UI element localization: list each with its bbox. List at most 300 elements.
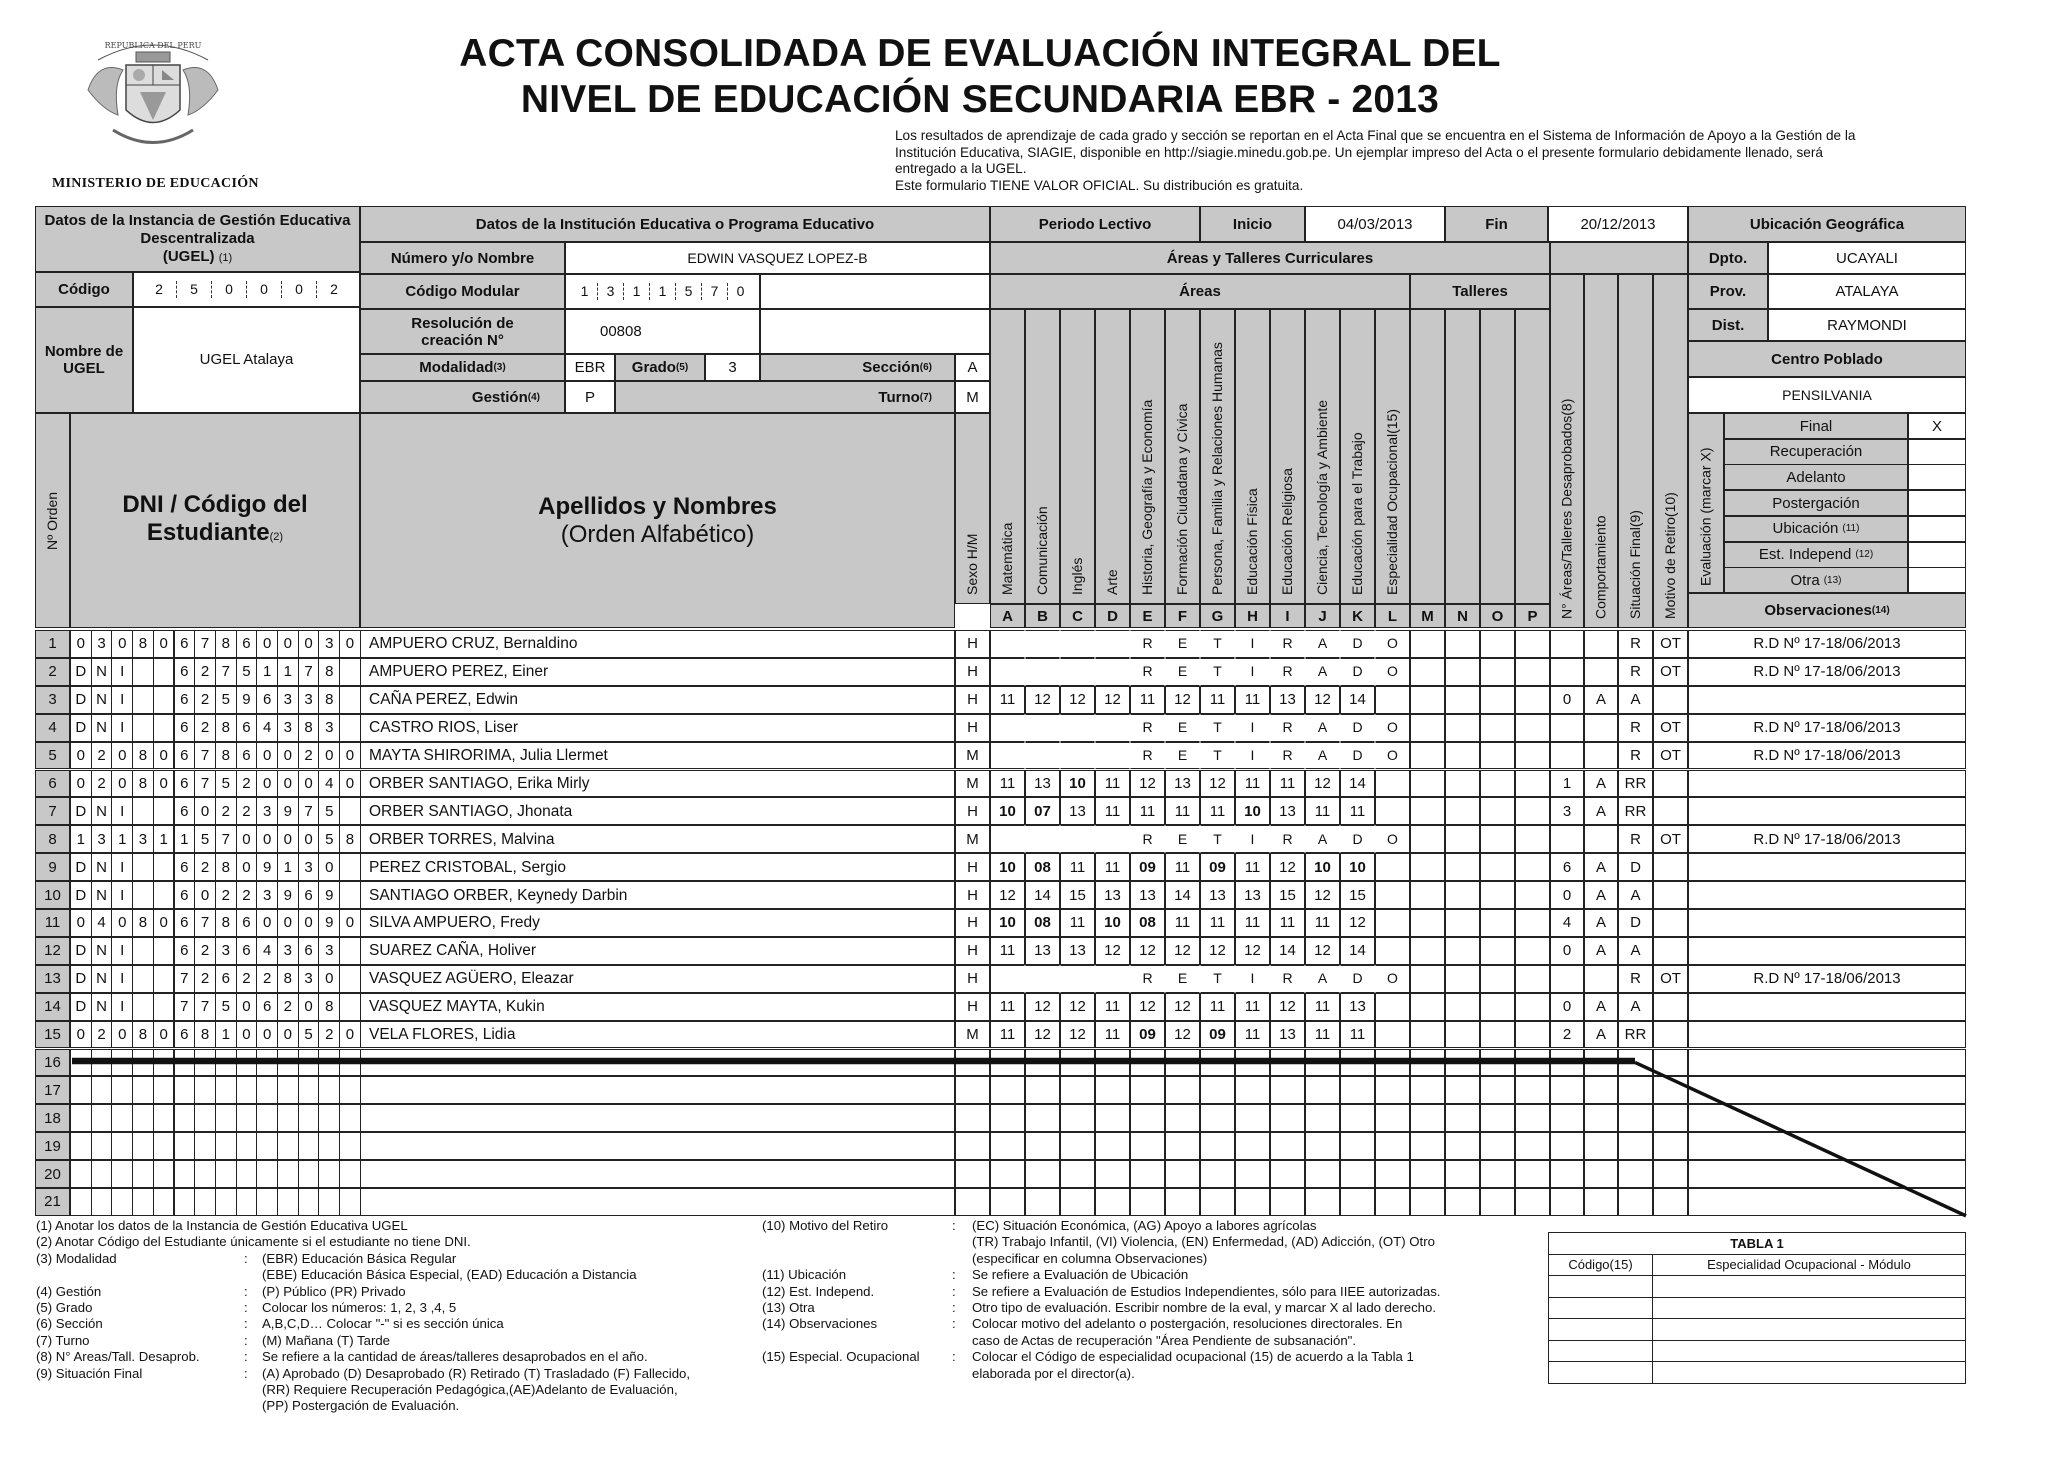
grade-cell[interactable]: E — [1165, 825, 1200, 853]
student-name[interactable]: AMPUERO PEREZ, Einer — [360, 658, 955, 686]
dni-digit[interactable]: 1 — [153, 825, 175, 853]
dni-digit[interactable] — [111, 1160, 133, 1188]
grade-cell[interactable] — [1060, 1104, 1095, 1132]
grade-cell[interactable] — [1445, 1188, 1480, 1216]
dni-digit[interactable]: D — [70, 965, 92, 993]
dni-digit[interactable]: 1 — [215, 1021, 237, 1049]
student-name[interactable] — [360, 1132, 955, 1160]
grade-cell[interactable]: R — [1270, 630, 1305, 658]
grade-cell[interactable] — [1515, 714, 1550, 742]
dni-digit[interactable] — [132, 965, 154, 993]
dni-digit[interactable]: I — [111, 965, 133, 993]
tabla1-cell[interactable] — [1653, 1297, 1966, 1319]
dni-digit[interactable]: 0 — [256, 1021, 278, 1049]
grade-cell[interactable] — [1410, 1188, 1445, 1216]
dni-digit[interactable]: 0 — [111, 630, 133, 658]
grade-cell[interactable] — [1445, 630, 1480, 658]
dni-digit[interactable]: 9 — [277, 881, 299, 909]
grade-cell[interactable]: 11 — [1165, 853, 1200, 881]
grade-cell[interactable] — [1095, 742, 1130, 770]
grade-cell[interactable]: 12 — [1305, 686, 1340, 714]
desaprobados-cell[interactable] — [1550, 1160, 1584, 1188]
grade-cell[interactable] — [1480, 658, 1515, 686]
student-sexo[interactable]: H — [955, 853, 990, 881]
observaciones-cell[interactable]: R.D Nº 17-18/06/2013 — [1688, 630, 1966, 658]
dni-digit[interactable] — [153, 658, 175, 686]
grade-cell[interactable] — [1480, 881, 1515, 909]
grade-cell[interactable]: 07 — [1025, 797, 1060, 825]
desaprobados-cell[interactable] — [1550, 658, 1584, 686]
grade-cell[interactable]: 09 — [1130, 853, 1165, 881]
dni-digit[interactable] — [339, 1132, 361, 1160]
grade-cell[interactable] — [1445, 909, 1480, 937]
grade-cell[interactable] — [1060, 742, 1095, 770]
dni-digit[interactable]: 2 — [318, 1021, 340, 1049]
grade-cell[interactable] — [1480, 1049, 1515, 1077]
dni-digit[interactable] — [339, 797, 361, 825]
motivo-cell[interactable]: OT — [1653, 965, 1688, 993]
motivo-cell[interactable]: OT — [1653, 714, 1688, 742]
grade-cell[interactable] — [1060, 965, 1095, 993]
dni-digit[interactable]: 8 — [215, 630, 237, 658]
grade-cell[interactable] — [1095, 965, 1130, 993]
dni-digit[interactable]: 2 — [236, 770, 258, 798]
grade-cell[interactable] — [1410, 1132, 1445, 1160]
motivo-cell[interactable] — [1653, 686, 1688, 714]
dni-digit[interactable] — [298, 1160, 320, 1188]
grade-cell[interactable] — [1375, 1021, 1410, 1049]
dni-digit[interactable] — [339, 965, 361, 993]
grade-cell[interactable]: T — [1200, 825, 1235, 853]
student-name[interactable]: VASQUEZ AGÜERO, Eleazar — [360, 965, 955, 993]
dni-digit[interactable]: N — [91, 965, 113, 993]
dni-digit[interactable]: 2 — [298, 742, 320, 770]
observaciones-cell[interactable] — [1688, 853, 1966, 881]
grade-cell[interactable]: 13 — [1340, 993, 1375, 1021]
dni-digit[interactable]: 6 — [174, 742, 196, 770]
dni-digit[interactable] — [132, 881, 154, 909]
grade-cell[interactable] — [1410, 714, 1445, 742]
grade-cell[interactable]: 13 — [1130, 881, 1165, 909]
dni-digit[interactable]: 6 — [174, 770, 196, 798]
grade-cell[interactable]: 12 — [1340, 909, 1375, 937]
grade-cell[interactable] — [1445, 853, 1480, 881]
motivo-cell[interactable] — [1653, 1132, 1688, 1160]
grade-cell[interactable] — [1095, 1049, 1130, 1077]
dni-digit[interactable] — [91, 1188, 113, 1216]
dni-digit[interactable]: 6 — [236, 937, 258, 965]
centro-poblado-value[interactable]: PENSILVANIA — [1688, 377, 1966, 413]
dni-digit[interactable]: 8 — [318, 658, 340, 686]
grade-cell[interactable] — [1480, 630, 1515, 658]
grade-cell[interactable]: 11 — [1095, 797, 1130, 825]
grade-cell[interactable]: 12 — [1200, 770, 1235, 798]
grade-cell[interactable] — [1235, 1160, 1270, 1188]
situacion-cell[interactable]: A — [1618, 937, 1653, 965]
grade-cell[interactable]: 11 — [1235, 686, 1270, 714]
dni-digit[interactable]: 5 — [215, 993, 237, 1021]
grade-cell[interactable] — [1445, 1049, 1480, 1077]
dni-digit[interactable]: 7 — [298, 797, 320, 825]
dni-digit[interactable]: 3 — [256, 797, 278, 825]
dni-digit[interactable] — [236, 1076, 258, 1104]
grade-cell[interactable] — [1340, 1076, 1375, 1104]
grade-cell[interactable]: 11 — [1340, 797, 1375, 825]
grade-cell[interactable] — [990, 630, 1025, 658]
dni-digit[interactable] — [194, 1076, 216, 1104]
dni-digit[interactable]: 8 — [132, 909, 154, 937]
dni-digit[interactable]: I — [111, 881, 133, 909]
dni-digit[interactable]: 8 — [194, 1021, 216, 1049]
dni-digit[interactable]: 6 — [174, 909, 196, 937]
observaciones-cell[interactable]: R.D Nº 17-18/06/2013 — [1688, 965, 1966, 993]
student-name[interactable] — [360, 1104, 955, 1132]
student-name[interactable] — [360, 1076, 955, 1104]
grade-cell[interactable] — [1060, 1076, 1095, 1104]
grade-cell[interactable] — [1270, 1076, 1305, 1104]
grade-cell[interactable] — [1445, 686, 1480, 714]
dni-digit[interactable] — [132, 1160, 154, 1188]
dni-digit[interactable]: 0 — [298, 909, 320, 937]
grade-cell[interactable]: I — [1235, 825, 1270, 853]
grade-cell[interactable] — [1165, 1104, 1200, 1132]
eval-option-mark[interactable] — [1908, 567, 1966, 593]
dni-digit[interactable]: 3 — [318, 714, 340, 742]
grade-cell[interactable]: 11 — [1200, 909, 1235, 937]
grade-cell[interactable] — [1025, 742, 1060, 770]
grado-value[interactable]: 3 — [705, 354, 760, 381]
grade-cell[interactable]: 11 — [1165, 797, 1200, 825]
grade-cell[interactable]: 12 — [1165, 937, 1200, 965]
grade-cell[interactable]: 12 — [1305, 881, 1340, 909]
grade-cell[interactable]: 15 — [1340, 881, 1375, 909]
dni-digit[interactable] — [215, 1188, 237, 1216]
dni-digit[interactable] — [174, 1104, 196, 1132]
grade-cell[interactable]: T — [1200, 965, 1235, 993]
grade-cell[interactable] — [1515, 770, 1550, 798]
dni-digit[interactable]: 2 — [277, 993, 299, 1021]
grade-cell[interactable]: R — [1130, 825, 1165, 853]
grade-cell[interactable] — [1130, 1104, 1165, 1132]
grade-cell[interactable] — [1060, 630, 1095, 658]
student-name[interactable]: SILVA AMPUERO, Fredy — [360, 909, 955, 937]
grade-cell[interactable] — [1200, 1076, 1235, 1104]
grade-cell[interactable] — [1060, 1188, 1095, 1216]
dni-digit[interactable] — [194, 1188, 216, 1216]
grade-cell[interactable]: 11 — [1235, 1021, 1270, 1049]
student-sexo[interactable] — [955, 1132, 990, 1160]
grade-cell[interactable]: 11 — [1095, 853, 1130, 881]
grade-cell[interactable]: O — [1375, 965, 1410, 993]
grade-cell[interactable] — [1515, 937, 1550, 965]
dni-digit[interactable]: 6 — [174, 797, 196, 825]
grade-cell[interactable]: 11 — [1200, 686, 1235, 714]
tabla1-cell[interactable] — [1549, 1362, 1653, 1384]
dni-digit[interactable]: 9 — [256, 853, 278, 881]
grade-cell[interactable]: 13 — [1270, 797, 1305, 825]
dni-digit[interactable]: I — [111, 853, 133, 881]
dni-digit[interactable]: 1 — [277, 658, 299, 686]
grade-cell[interactable]: A — [1305, 825, 1340, 853]
grade-cell[interactable] — [1235, 1104, 1270, 1132]
grade-cell[interactable]: 15 — [1270, 881, 1305, 909]
grade-cell[interactable]: 13 — [1270, 1021, 1305, 1049]
grade-cell[interactable] — [1515, 1021, 1550, 1049]
grade-cell[interactable] — [1410, 686, 1445, 714]
grade-cell[interactable] — [1025, 965, 1060, 993]
dni-digit[interactable] — [256, 1049, 278, 1077]
comportamiento-cell[interactable] — [1584, 630, 1618, 658]
dni-digit[interactable]: 6 — [236, 742, 258, 770]
grade-cell[interactable]: 10 — [1060, 770, 1095, 798]
dni-digit[interactable]: 0 — [298, 825, 320, 853]
dni-digit[interactable]: 6 — [298, 937, 320, 965]
dni-digit[interactable] — [318, 1049, 340, 1077]
dni-digit[interactable] — [153, 881, 175, 909]
grade-cell[interactable]: 11 — [1235, 770, 1270, 798]
student-sexo[interactable]: H — [955, 630, 990, 658]
student-name[interactable]: SUAREZ CAÑA, Holiver — [360, 937, 955, 965]
grade-cell[interactable]: 10 — [990, 909, 1025, 937]
grade-cell[interactable] — [1235, 1049, 1270, 1077]
grade-cell[interactable] — [1095, 1076, 1130, 1104]
grade-cell[interactable] — [1515, 881, 1550, 909]
grade-cell[interactable] — [1305, 1188, 1340, 1216]
dni-digit[interactable]: I — [111, 993, 133, 1021]
dni-digit[interactable]: 2 — [91, 1021, 113, 1049]
grade-cell[interactable] — [1480, 965, 1515, 993]
grade-cell[interactable]: 12 — [1270, 853, 1305, 881]
grade-cell[interactable] — [1410, 965, 1445, 993]
motivo-cell[interactable] — [1653, 1076, 1688, 1104]
motivo-cell[interactable]: OT — [1653, 742, 1688, 770]
grade-cell[interactable]: O — [1375, 714, 1410, 742]
grade-cell[interactable] — [1025, 1076, 1060, 1104]
dni-digit[interactable]: N — [91, 881, 113, 909]
dni-digit[interactable] — [174, 1188, 196, 1216]
grade-cell[interactable] — [1200, 1049, 1235, 1077]
situacion-cell[interactable]: R — [1618, 714, 1653, 742]
grade-cell[interactable]: 12 — [1130, 993, 1165, 1021]
grade-cell[interactable] — [1410, 909, 1445, 937]
situacion-cell[interactable] — [1618, 1160, 1653, 1188]
dni-digit[interactable]: N — [91, 853, 113, 881]
grade-cell[interactable]: A — [1305, 965, 1340, 993]
grade-cell[interactable] — [1480, 714, 1515, 742]
dni-digit[interactable]: 3 — [91, 825, 113, 853]
grade-cell[interactable]: E — [1165, 742, 1200, 770]
dni-digit[interactable] — [132, 686, 154, 714]
dni-digit[interactable] — [215, 1160, 237, 1188]
grade-cell[interactable] — [1410, 658, 1445, 686]
grade-cell[interactable]: 11 — [990, 993, 1025, 1021]
dni-digit[interactable] — [339, 686, 361, 714]
grade-cell[interactable]: 09 — [1200, 853, 1235, 881]
observaciones-cell[interactable] — [1688, 797, 1966, 825]
dni-digit[interactable] — [91, 1076, 113, 1104]
dni-digit[interactable]: 0 — [111, 1021, 133, 1049]
observaciones-cell[interactable] — [1688, 937, 1966, 965]
modalidad-value[interactable]: EBR — [565, 354, 615, 381]
grade-cell[interactable] — [990, 825, 1025, 853]
grade-cell[interactable] — [1410, 937, 1445, 965]
motivo-cell[interactable]: OT — [1653, 658, 1688, 686]
dni-digit[interactable]: 0 — [153, 630, 175, 658]
dni-digit[interactable] — [215, 1132, 237, 1160]
grade-cell[interactable]: 12 — [990, 881, 1025, 909]
dni-digit[interactable] — [111, 1104, 133, 1132]
dni-digit[interactable]: 2 — [236, 965, 258, 993]
student-sexo[interactable]: M — [955, 770, 990, 798]
dni-digit[interactable]: 6 — [215, 965, 237, 993]
grade-cell[interactable]: 14 — [1340, 686, 1375, 714]
dni-digit[interactable]: 7 — [194, 770, 216, 798]
dni-digit[interactable]: 0 — [256, 909, 278, 937]
dni-digit[interactable] — [174, 1076, 196, 1104]
situacion-cell[interactable] — [1618, 1076, 1653, 1104]
grade-cell[interactable] — [1410, 1160, 1445, 1188]
comportamiento-cell[interactable] — [1584, 825, 1618, 853]
dni-digit[interactable]: 0 — [194, 881, 216, 909]
dni-digit[interactable]: 0 — [277, 770, 299, 798]
dni-digit[interactable] — [298, 1188, 320, 1216]
grade-cell[interactable]: 08 — [1130, 909, 1165, 937]
observaciones-cell[interactable] — [1688, 881, 1966, 909]
grade-cell[interactable] — [1270, 1160, 1305, 1188]
grade-cell[interactable]: T — [1200, 630, 1235, 658]
dni-digit[interactable] — [298, 1104, 320, 1132]
motivo-cell[interactable] — [1653, 1049, 1688, 1077]
dni-digit[interactable]: 1 — [256, 658, 278, 686]
prov-value[interactable]: ATALAYA — [1768, 274, 1966, 309]
dni-digit[interactable]: 7 — [174, 965, 196, 993]
grade-cell[interactable]: 11 — [1200, 797, 1235, 825]
dni-digit[interactable]: D — [70, 881, 92, 909]
grade-cell[interactable] — [990, 658, 1025, 686]
motivo-cell[interactable] — [1653, 770, 1688, 798]
grade-cell[interactable] — [1480, 1076, 1515, 1104]
student-name[interactable] — [360, 1160, 955, 1188]
grade-cell[interactable]: 14 — [1165, 881, 1200, 909]
grade-cell[interactable]: 12 — [1305, 937, 1340, 965]
comportamiento-cell[interactable] — [1584, 1049, 1618, 1077]
desaprobados-cell[interactable] — [1550, 825, 1584, 853]
grade-cell[interactable] — [1235, 1188, 1270, 1216]
grade-cell[interactable]: 08 — [1025, 909, 1060, 937]
grade-cell[interactable] — [1235, 1076, 1270, 1104]
grade-cell[interactable] — [1130, 1076, 1165, 1104]
grade-cell[interactable] — [1375, 1104, 1410, 1132]
codigo-modular-field[interactable] — [565, 274, 760, 309]
grade-cell[interactable]: R — [1270, 658, 1305, 686]
dni-digit[interactable] — [339, 853, 361, 881]
dni-digit[interactable]: 0 — [153, 909, 175, 937]
tabla1-cell[interactable] — [1653, 1340, 1966, 1362]
grade-cell[interactable] — [1025, 658, 1060, 686]
dni-digit[interactable] — [153, 1049, 175, 1077]
dni-digit[interactable] — [174, 1132, 196, 1160]
motivo-cell[interactable] — [1653, 1021, 1688, 1049]
grade-cell[interactable]: 13 — [1165, 770, 1200, 798]
dni-digit[interactable]: 0 — [277, 1021, 299, 1049]
grade-cell[interactable]: 11 — [1305, 993, 1340, 1021]
grade-cell[interactable] — [1270, 1132, 1305, 1160]
dni-digit[interactable] — [91, 1049, 113, 1077]
grade-cell[interactable] — [1445, 1132, 1480, 1160]
dni-digit[interactable] — [298, 1076, 320, 1104]
situacion-cell[interactable]: D — [1618, 909, 1653, 937]
grade-cell[interactable]: I — [1235, 742, 1270, 770]
dni-digit[interactable]: 6 — [236, 630, 258, 658]
grade-cell[interactable] — [1445, 825, 1480, 853]
motivo-cell[interactable]: OT — [1653, 630, 1688, 658]
dni-digit[interactable]: 0 — [339, 770, 361, 798]
dni-digit[interactable] — [236, 1049, 258, 1077]
grade-cell[interactable]: R — [1130, 630, 1165, 658]
dpto-value[interactable]: UCAYALI — [1768, 242, 1966, 274]
dni-digit[interactable]: D — [70, 797, 92, 825]
dni-digit[interactable] — [153, 937, 175, 965]
grade-cell[interactable]: 12 — [1025, 686, 1060, 714]
grade-cell[interactable] — [1165, 1132, 1200, 1160]
dni-digit[interactable] — [132, 714, 154, 742]
dni-digit[interactable]: 3 — [277, 937, 299, 965]
situacion-cell[interactable]: R — [1618, 742, 1653, 770]
grade-cell[interactable] — [1515, 630, 1550, 658]
situacion-cell[interactable]: R — [1618, 825, 1653, 853]
dni-digit[interactable] — [174, 1160, 196, 1188]
dni-digit[interactable]: 2 — [215, 797, 237, 825]
grade-cell[interactable]: 11 — [1270, 770, 1305, 798]
dni-digit[interactable] — [111, 1188, 133, 1216]
dni-digit[interactable]: 0 — [256, 742, 278, 770]
grade-cell[interactable]: 12 — [1165, 993, 1200, 1021]
situacion-cell[interactable]: A — [1618, 686, 1653, 714]
grade-cell[interactable] — [1480, 825, 1515, 853]
grade-cell[interactable]: 12 — [1025, 1021, 1060, 1049]
grade-cell[interactable] — [1410, 1049, 1445, 1077]
comportamiento-cell[interactable] — [1584, 1160, 1618, 1188]
dni-digit[interactable]: 8 — [318, 686, 340, 714]
dni-digit[interactable] — [277, 1188, 299, 1216]
dni-digit[interactable]: 6 — [236, 714, 258, 742]
comportamiento-cell[interactable] — [1584, 742, 1618, 770]
grade-cell[interactable]: 12 — [1025, 993, 1060, 1021]
eval-option-mark[interactable]: X — [1908, 413, 1966, 439]
dni-digit[interactable] — [256, 1132, 278, 1160]
motivo-cell[interactable] — [1653, 909, 1688, 937]
eval-option-mark[interactable] — [1908, 516, 1966, 542]
grade-cell[interactable] — [1480, 686, 1515, 714]
grade-cell[interactable]: E — [1165, 965, 1200, 993]
dni-digit[interactable]: 5 — [318, 825, 340, 853]
observaciones-cell[interactable] — [1688, 1049, 1966, 1077]
dni-digit[interactable]: 3 — [277, 714, 299, 742]
grade-cell[interactable]: 12 — [1095, 937, 1130, 965]
student-sexo[interactable]: M — [955, 825, 990, 853]
situacion-cell[interactable]: R — [1618, 658, 1653, 686]
dni-digit[interactable]: N — [91, 993, 113, 1021]
grade-cell[interactable] — [1025, 630, 1060, 658]
situacion-cell[interactable]: RR — [1618, 797, 1653, 825]
grade-cell[interactable] — [1445, 881, 1480, 909]
grade-cell[interactable]: 11 — [1130, 797, 1165, 825]
dni-digit[interactable]: 4 — [256, 714, 278, 742]
grade-cell[interactable] — [1025, 825, 1060, 853]
grade-cell[interactable]: 12 — [1130, 770, 1165, 798]
dni-digit[interactable] — [298, 1049, 320, 1077]
dni-digit[interactable]: 0 — [298, 630, 320, 658]
